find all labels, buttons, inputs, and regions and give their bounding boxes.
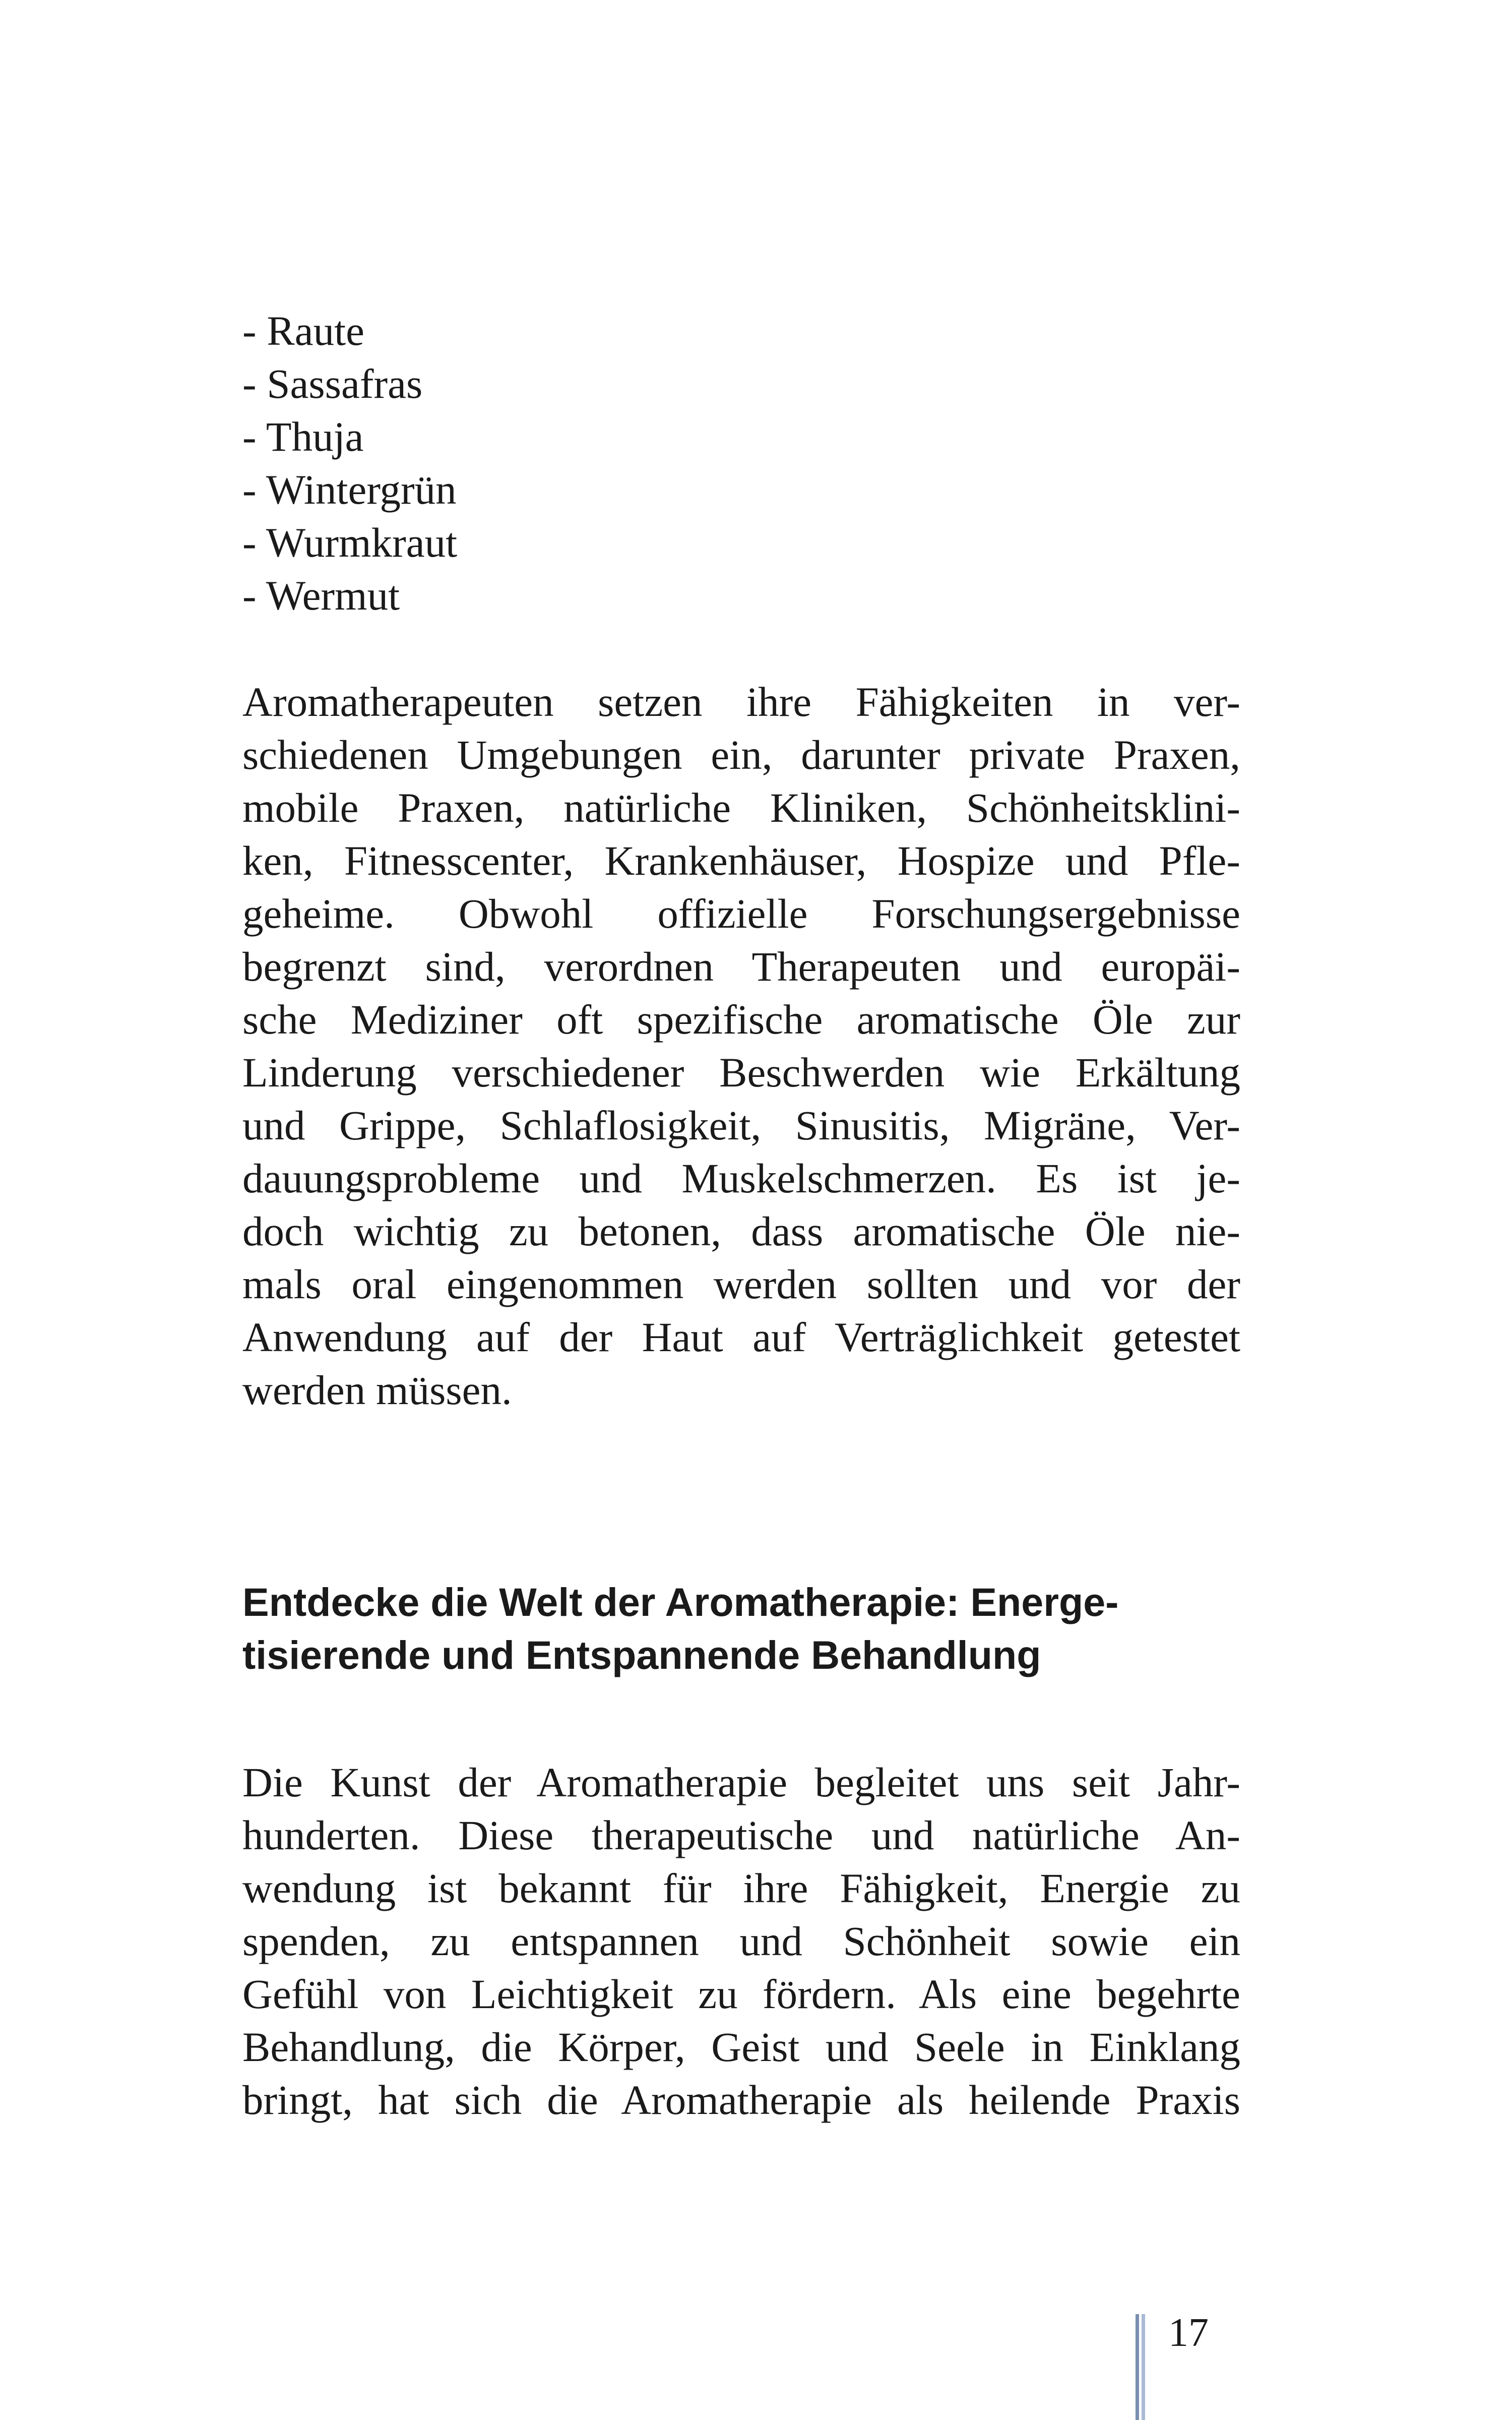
paragraph-line: mals oral eingenommen werden sollten und vor der	[242, 1261, 1240, 1307]
paragraph-line: geheime. Obwohl offizielle Forschungsergebnisse	[242, 890, 1240, 937]
paragraph-line: mobile Praxen, natürliche Kliniken, Schönheitsklini-	[242, 784, 1240, 831]
paragraph-line: dauungsprobleme und Muskelschmerzen. Es ist je-	[242, 1155, 1240, 1201]
paragraph-line: bringt, hat sich die Aromatherapie als heilende Praxis	[242, 2077, 1240, 2123]
heading-line: tisierende und Entspannende Behandlung	[242, 1632, 1041, 1677]
paragraph-line: Linderung verschiedener Beschwerden wie Erkältung	[242, 1049, 1240, 1096]
paragraph-art-of-aromatherapy	[242, 1756, 1240, 2127]
list-item: - Raute	[242, 308, 364, 354]
paragraph-line: Anwendung auf der Haut auf Verträglichkeit getestet	[242, 1314, 1240, 1360]
paragraph-line: schiedenen Umgebungen ein, darunter private Praxen,	[242, 732, 1240, 778]
herb-list	[242, 305, 1240, 622]
paragraph-line: ken, Fitnesscenter, Krankenhäuser, Hospize und Pfle-	[242, 837, 1240, 884]
paragraph-line: doch wichtig zu betonen, dass aromatische Öle nie-	[242, 1208, 1240, 1254]
list-item: - Wermut	[242, 572, 400, 619]
list-item: - Sassafras	[242, 360, 423, 407]
rule-bar-light	[1142, 2314, 1145, 2420]
list-item: - Thuja	[242, 413, 364, 460]
paragraph-aromatherapists	[242, 676, 1240, 1417]
section-heading	[242, 1576, 1240, 1681]
paragraph-line: hunderten. Diese therapeutische und natürliche An-	[242, 1812, 1240, 1858]
paragraph-line: Gefühl von Leichtigkeit zu fördern. Als eine begehrte	[242, 1971, 1240, 2017]
page-number: 17	[1168, 2311, 1209, 2355]
paragraph-line: sche Mediziner oft spezifische aromatische Öle zur	[242, 996, 1240, 1043]
paragraph-line: spenden, zu entspannen und Schönheit sowie ein	[242, 1918, 1240, 1964]
heading-line: Entdecke die Welt der Aromatherapie: Energe-	[242, 1580, 1119, 1624]
paragraph-line: Aromatherapeuten setzen ihre Fähigkeiten in ver-	[242, 679, 1240, 725]
paragraph-line: wendung ist bekannt für ihre Fähigkeit, Energie zu	[242, 1865, 1240, 1911]
paragraph-line: begrenzt sind, verordnen Therapeuten und europäi-	[242, 943, 1240, 990]
paragraph-line: und Grippe, Schlaflosigkeit, Sinusitis, Migräne, Ver-	[242, 1102, 1240, 1148]
paragraph-line: Behandlung, die Körper, Geist und Seele in Einklang	[242, 2024, 1240, 2070]
list-item: - Wintergrün	[242, 466, 457, 513]
paragraph-line: werden müssen.	[242, 1367, 512, 1413]
rule-bar-dark	[1136, 2314, 1139, 2420]
list-item: - Wurmkraut	[242, 519, 458, 566]
page-number-rule	[1136, 2314, 1148, 2420]
paragraph-line: Die Kunst der Aromatherapie begleitet uns seit Jahr-	[242, 1759, 1240, 1805]
